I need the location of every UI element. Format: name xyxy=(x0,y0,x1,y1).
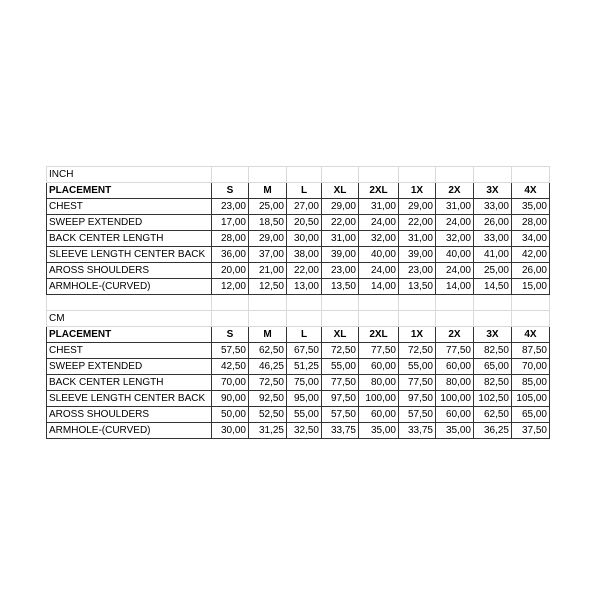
measurement-value: 13,00 xyxy=(287,279,322,295)
empty-cell xyxy=(249,311,287,327)
unit-label: CM xyxy=(47,311,212,327)
measurement-label: ARMHOLE-(CURVED) xyxy=(47,423,212,439)
measurement-label: BACK CENTER LENGTH xyxy=(47,375,212,391)
measurement-value: 60,00 xyxy=(436,359,474,375)
measurement-value: 20,50 xyxy=(287,215,322,231)
measurement-value: 15,00 xyxy=(512,279,550,295)
empty-cell xyxy=(436,311,474,327)
measurement-value: 52,50 xyxy=(249,407,287,423)
measurement-value: 57,50 xyxy=(212,343,249,359)
measurement-value: 31,00 xyxy=(436,199,474,215)
size-header: 2X xyxy=(436,327,474,343)
measurement-value: 60,00 xyxy=(436,407,474,423)
measurement-value: 42,50 xyxy=(212,359,249,375)
empty-cell xyxy=(212,311,249,327)
measurement-value: 29,00 xyxy=(399,199,436,215)
measurement-value: 40,00 xyxy=(436,247,474,263)
measurement-label: CHEST xyxy=(47,199,212,215)
measurement-value: 40,00 xyxy=(359,247,399,263)
measurement-value: 87,50 xyxy=(512,343,550,359)
empty-cell xyxy=(47,295,212,311)
measurement-value: 27,00 xyxy=(287,199,322,215)
measurement-value: 55,00 xyxy=(322,359,359,375)
empty-cell xyxy=(322,295,359,311)
measurement-value: 31,00 xyxy=(399,231,436,247)
measurement-value: 23,00 xyxy=(399,263,436,279)
measurement-value: 28,00 xyxy=(512,215,550,231)
table-row xyxy=(47,263,550,279)
measurement-value: 55,00 xyxy=(399,359,436,375)
empty-cell xyxy=(512,311,550,327)
measurement-value: 31,00 xyxy=(359,199,399,215)
measurement-value: 36,25 xyxy=(474,423,512,439)
measurement-value: 36,00 xyxy=(212,247,249,263)
measurement-value: 29,00 xyxy=(249,231,287,247)
header-row xyxy=(47,327,550,343)
empty-cell xyxy=(359,295,399,311)
measurement-value: 57,50 xyxy=(322,407,359,423)
measurement-value: 80,00 xyxy=(436,375,474,391)
empty-cell xyxy=(322,167,359,183)
size-header: M xyxy=(249,183,287,199)
empty-cell xyxy=(436,167,474,183)
table-row xyxy=(47,247,550,263)
empty-cell xyxy=(399,295,436,311)
measurement-value: 32,00 xyxy=(436,231,474,247)
size-header: 4X xyxy=(512,327,550,343)
measurement-label: SLEEVE LENGTH CENTER BACK xyxy=(47,247,212,263)
header-row xyxy=(47,183,550,199)
measurement-value: 30,00 xyxy=(287,231,322,247)
measurement-value: 29,00 xyxy=(322,199,359,215)
empty-cell xyxy=(359,311,399,327)
measurement-value: 26,00 xyxy=(474,215,512,231)
measurement-value: 46,25 xyxy=(249,359,287,375)
measurement-value: 31,00 xyxy=(322,231,359,247)
size-header: 2XL xyxy=(359,327,399,343)
measurement-value: 75,00 xyxy=(287,375,322,391)
measurement-value: 12,00 xyxy=(212,279,249,295)
measurement-label: SWEEP EXTENDED xyxy=(47,359,212,375)
table-row xyxy=(47,215,550,231)
measurement-value: 95,00 xyxy=(287,391,322,407)
measurement-value: 23,00 xyxy=(212,199,249,215)
size-header: M xyxy=(249,327,287,343)
measurement-value: 77,50 xyxy=(322,375,359,391)
empty-cell xyxy=(359,167,399,183)
measurement-value: 92,50 xyxy=(249,391,287,407)
measurement-value: 14,00 xyxy=(436,279,474,295)
measurement-value: 65,00 xyxy=(512,407,550,423)
measurement-value: 82,50 xyxy=(474,375,512,391)
measurement-value: 30,00 xyxy=(212,423,249,439)
unit-label: INCH xyxy=(47,167,212,183)
measurement-value: 42,00 xyxy=(512,247,550,263)
measurement-value: 13,50 xyxy=(399,279,436,295)
empty-cell xyxy=(249,167,287,183)
measurement-value: 23,00 xyxy=(322,263,359,279)
measurement-label: AROSS SHOULDERS xyxy=(47,263,212,279)
measurement-value: 33,00 xyxy=(474,231,512,247)
measurement-value: 24,00 xyxy=(359,215,399,231)
measurement-value: 28,00 xyxy=(212,231,249,247)
empty-cell xyxy=(399,311,436,327)
size-header: XL xyxy=(322,183,359,199)
size-header: 2X xyxy=(436,183,474,199)
measurement-label: ARMHOLE-(CURVED) xyxy=(47,279,212,295)
measurement-value: 55,00 xyxy=(287,407,322,423)
empty-cell xyxy=(212,295,249,311)
empty-cell xyxy=(436,295,474,311)
spacer-row xyxy=(47,295,550,311)
measurement-label: BACK CENTER LENGTH xyxy=(47,231,212,247)
measurement-value: 39,00 xyxy=(399,247,436,263)
measurement-value: 32,50 xyxy=(287,423,322,439)
measurement-value: 77,50 xyxy=(436,343,474,359)
placement-header: PLACEMENT xyxy=(47,183,212,199)
measurement-value: 67,50 xyxy=(287,343,322,359)
measurement-value: 35,00 xyxy=(512,199,550,215)
measurement-value: 20,00 xyxy=(212,263,249,279)
measurement-value: 35,00 xyxy=(359,423,399,439)
measurement-value: 31,25 xyxy=(249,423,287,439)
measurement-value: 72,50 xyxy=(249,375,287,391)
measurement-value: 38,00 xyxy=(287,247,322,263)
size-header: 1X xyxy=(399,183,436,199)
table-row xyxy=(47,343,550,359)
measurement-value: 97,50 xyxy=(399,391,436,407)
measurement-value: 62,50 xyxy=(249,343,287,359)
empty-cell xyxy=(512,295,550,311)
measurement-value: 51,25 xyxy=(287,359,322,375)
empty-cell xyxy=(474,167,512,183)
measurement-value: 85,00 xyxy=(512,375,550,391)
empty-cell xyxy=(212,167,249,183)
measurement-value: 37,50 xyxy=(512,423,550,439)
size-header: XL xyxy=(322,327,359,343)
measurement-value: 17,00 xyxy=(212,215,249,231)
empty-cell xyxy=(512,167,550,183)
table-row xyxy=(47,391,550,407)
measurement-value: 33,00 xyxy=(474,199,512,215)
size-header: L xyxy=(287,327,322,343)
measurement-value: 14,50 xyxy=(474,279,512,295)
table-row xyxy=(47,423,550,439)
measurement-value: 21,00 xyxy=(249,263,287,279)
unit-row xyxy=(47,167,550,183)
size-header: 3X xyxy=(474,183,512,199)
measurement-value: 25,00 xyxy=(249,199,287,215)
measurement-label: SLEEVE LENGTH CENTER BACK xyxy=(47,391,212,407)
measurement-value: 14,00 xyxy=(359,279,399,295)
measurement-value: 25,00 xyxy=(474,263,512,279)
measurement-value: 100,00 xyxy=(436,391,474,407)
measurement-value: 77,50 xyxy=(399,375,436,391)
table-row xyxy=(47,279,550,295)
measurement-value: 13,50 xyxy=(322,279,359,295)
size-header: 1X xyxy=(399,327,436,343)
measurement-value: 33,75 xyxy=(322,423,359,439)
measurement-label: CHEST xyxy=(47,343,212,359)
size-header: L xyxy=(287,183,322,199)
empty-cell xyxy=(287,311,322,327)
empty-cell xyxy=(287,295,322,311)
measurement-value: 70,00 xyxy=(512,359,550,375)
measurement-value: 65,00 xyxy=(474,359,512,375)
table-row xyxy=(47,375,550,391)
measurement-value: 72,50 xyxy=(322,343,359,359)
measurement-value: 82,50 xyxy=(474,343,512,359)
measurement-value: 62,50 xyxy=(474,407,512,423)
measurement-value: 22,00 xyxy=(322,215,359,231)
measurement-value: 57,50 xyxy=(399,407,436,423)
measurement-label: SWEEP EXTENDED xyxy=(47,215,212,231)
measurement-value: 80,00 xyxy=(359,375,399,391)
empty-cell xyxy=(322,311,359,327)
measurement-value: 77,50 xyxy=(359,343,399,359)
empty-cell xyxy=(287,167,322,183)
empty-cell xyxy=(249,295,287,311)
table-row xyxy=(47,359,550,375)
size-chart xyxy=(46,166,549,439)
table-row xyxy=(47,199,550,215)
measurement-value: 41,00 xyxy=(474,247,512,263)
measurement-value: 97,50 xyxy=(322,391,359,407)
size-header: 3X xyxy=(474,327,512,343)
size-header: 4X xyxy=(512,183,550,199)
measurement-value: 18,50 xyxy=(249,215,287,231)
size-header: S xyxy=(212,183,249,199)
unit-row xyxy=(47,311,550,327)
empty-cell xyxy=(399,167,436,183)
measurement-value: 22,00 xyxy=(399,215,436,231)
size-header: S xyxy=(212,327,249,343)
placement-header: PLACEMENT xyxy=(47,327,212,343)
size-chart-body xyxy=(47,167,550,439)
measurement-value: 60,00 xyxy=(359,359,399,375)
measurement-value: 39,00 xyxy=(322,247,359,263)
measurement-value: 72,50 xyxy=(399,343,436,359)
measurement-value: 12,50 xyxy=(249,279,287,295)
measurement-value: 24,00 xyxy=(436,215,474,231)
empty-cell xyxy=(474,295,512,311)
table-row xyxy=(47,407,550,423)
measurement-value: 33,75 xyxy=(399,423,436,439)
measurement-value: 105,00 xyxy=(512,391,550,407)
measurement-value: 32,00 xyxy=(359,231,399,247)
measurement-value: 37,00 xyxy=(249,247,287,263)
measurement-value: 34,00 xyxy=(512,231,550,247)
empty-cell xyxy=(474,311,512,327)
measurement-value: 100,00 xyxy=(359,391,399,407)
measurement-value: 24,00 xyxy=(359,263,399,279)
measurement-value: 60,00 xyxy=(359,407,399,423)
measurement-value: 102,50 xyxy=(474,391,512,407)
size-chart-table xyxy=(46,166,550,439)
measurement-value: 50,00 xyxy=(212,407,249,423)
table-row xyxy=(47,231,550,247)
measurement-label: AROSS SHOULDERS xyxy=(47,407,212,423)
measurement-value: 70,00 xyxy=(212,375,249,391)
measurement-value: 24,00 xyxy=(436,263,474,279)
measurement-value: 26,00 xyxy=(512,263,550,279)
size-header: 2XL xyxy=(359,183,399,199)
measurement-value: 35,00 xyxy=(436,423,474,439)
measurement-value: 90,00 xyxy=(212,391,249,407)
measurement-value: 22,00 xyxy=(287,263,322,279)
